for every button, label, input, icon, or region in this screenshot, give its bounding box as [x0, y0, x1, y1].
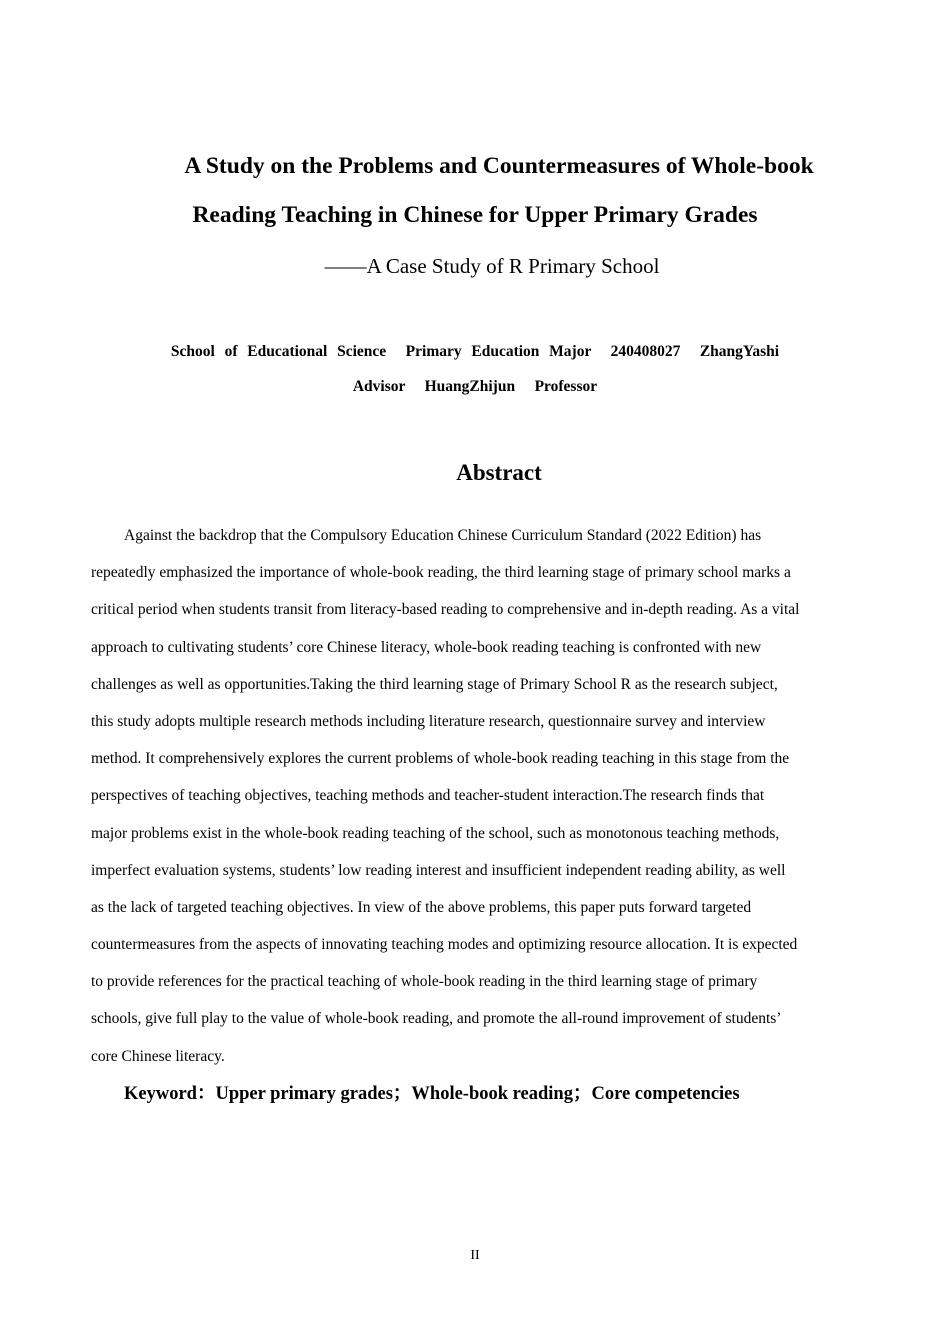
- abstract-line: countermeasures from the aspects of innovating teaching modes and optimizing resource allocation. It is expected: [91, 936, 798, 954]
- advisor-info: Advisor HuangZhijun Professor: [352, 378, 598, 395]
- abstract-line: schools, give full play to the value of whole-book reading, and promote the all-round improvement of students’: [91, 1010, 782, 1028]
- abstract-line: repeatedly emphasized the importance of whole-book reading, the third learning stage of primary school marks a: [91, 564, 791, 582]
- title-line-2: Reading Teaching in Chinese for Upper Primary Grades: [192, 202, 758, 228]
- abstract-line: perspectives of teaching objectives, teaching methods and teacher-student interaction.The research finds that: [91, 787, 765, 805]
- subtitle: ——A Case Study of R Primary School: [324, 254, 660, 278]
- keywords: Keyword：Upper primary grades；Whole-book reading；Core competencies: [124, 1084, 740, 1104]
- abstract-line: imperfect evaluation systems, students’ low reading interest and insufficient independent reading ability, as well: [91, 861, 786, 879]
- abstract-line: critical period when students transit from literacy-based reading to comprehensive and in-depth reading. As a vital: [91, 601, 800, 619]
- abstract-line: as the lack of targeted teaching objectives. In view of the above problems, this paper puts forward targeted: [91, 898, 752, 916]
- abstract-line: core Chinese literacy.: [91, 1047, 225, 1065]
- abstract-line: challenges as well as opportunities.Taking the third learning stage of Primary School R as the research subject,: [91, 675, 778, 693]
- abstract-heading: Abstract: [456, 460, 542, 485]
- abstract-line: method. It comprehensively explores the current problems of whole-book reading teaching in this stage from the: [91, 750, 790, 768]
- abstract-line: this study adopts multiple research methods including literature research, questionnaire survey and interview: [91, 712, 766, 730]
- abstract-line: to provide references for the practical teaching of whole-book reading in the third learning stage of primary: [91, 973, 758, 991]
- page-number: II: [470, 1248, 480, 1263]
- abstract-body: [91, 524, 871, 1082]
- abstract-line: approach to cultivating students’ core Chinese literacy, whole-book reading teaching is confronted with new: [91, 638, 762, 656]
- title-line-1: A Study on the Problems and Countermeasures of Whole-book: [184, 153, 814, 179]
- abstract-line: major problems exist in the whole-book reading teaching of the school, such as monotonous teaching methods,: [91, 824, 780, 842]
- abstract-line: Against the backdrop that the Compulsory Education Chinese Curriculum Standard (2022 Edition) has: [124, 527, 762, 544]
- author-info: School of Educational Science Primary Education Major 240408027 ZhangYashi: [170, 343, 780, 360]
